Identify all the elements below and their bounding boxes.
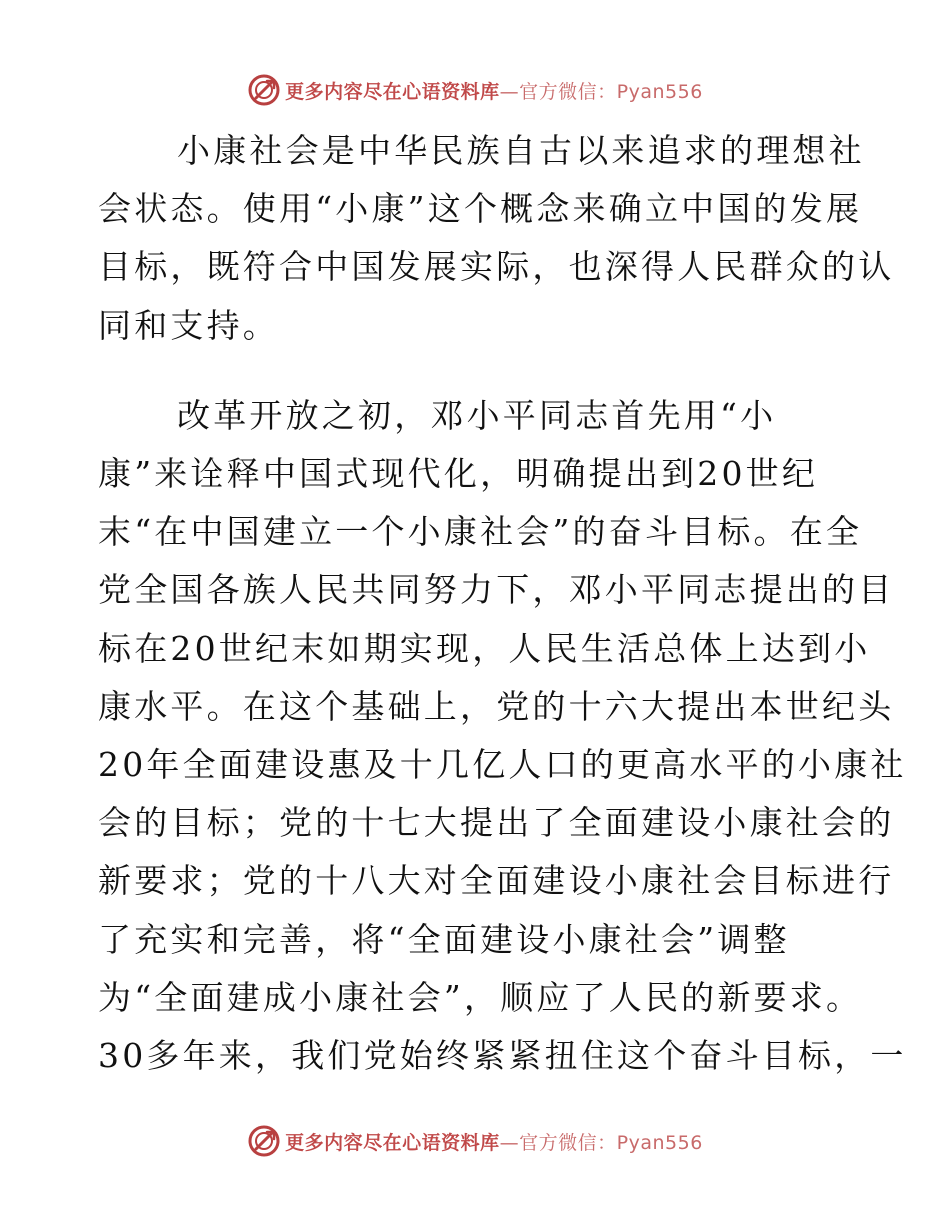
banner-caption (285, 77, 703, 104)
text-line: 新要求；党的十八大对全面建设小康社会目标进行 (98, 861, 895, 901)
banner-separator: — (499, 80, 520, 103)
header-banner (0, 70, 950, 110)
seal-logo-icon (247, 1124, 281, 1158)
banner-site-text: 更多内容尽在心语资料库 (285, 80, 500, 103)
text-line: 为“全面建成小康社会”，顺应了人民的新要求。 (98, 977, 863, 1017)
banner-caption (285, 1128, 703, 1155)
text-line: 党全国各族人民共同努力下，邓小平同志提出的目 (98, 570, 895, 610)
banner-contact-text: 官方微信：Pyan556 (519, 1131, 703, 1154)
text-line: 了充实和完善，将“全面建设小康社会”调整 (98, 919, 790, 959)
text-line: 30多年来，我们党始终紧紧扭住这个奋斗目标，一 (98, 1036, 907, 1076)
text-line: 会状态。使用“小康”这个概念来确立中国的发展 (98, 189, 863, 229)
paragraph-1 (98, 122, 895, 355)
banner-contact-text: 官方微信：Pyan556 (519, 80, 703, 103)
footer-banner (0, 1121, 950, 1161)
text-line: 康”来诠释中国式现代化，明确提出到20世纪 (98, 454, 819, 494)
seal-logo-icon (247, 73, 281, 107)
document-body (98, 122, 907, 1085)
banner-separator: — (499, 1131, 520, 1154)
paragraph-gap (98, 355, 858, 387)
text-line: 康水平。在这个基础上，党的十六大提出本世纪头 (98, 686, 895, 726)
text-line: 小康社会是中华民族自古以来追求的理想社 (177, 131, 865, 170)
text-line: 末“在中国建立一个小康社会”的奋斗目标。在全 (98, 512, 863, 552)
paragraph-2 (98, 387, 907, 1085)
text-line: 会的目标；党的十七大提出了全面建设小康社会的 (98, 803, 895, 843)
text-line: 20年全面建设惠及十几亿人口的更高水平的小康社 (98, 745, 907, 785)
text-line: 标在20世纪末如期实现，人民生活总体上达到小 (98, 628, 871, 668)
text-line: 同和支持。 (98, 305, 279, 345)
banner-site-text: 更多内容尽在心语资料库 (285, 1131, 500, 1154)
text-line: 目标，既符合中国发展实际，也深得人民群众的认 (98, 247, 895, 287)
text-line: 改革开放之初，邓小平同志首先用“小 (177, 395, 777, 435)
